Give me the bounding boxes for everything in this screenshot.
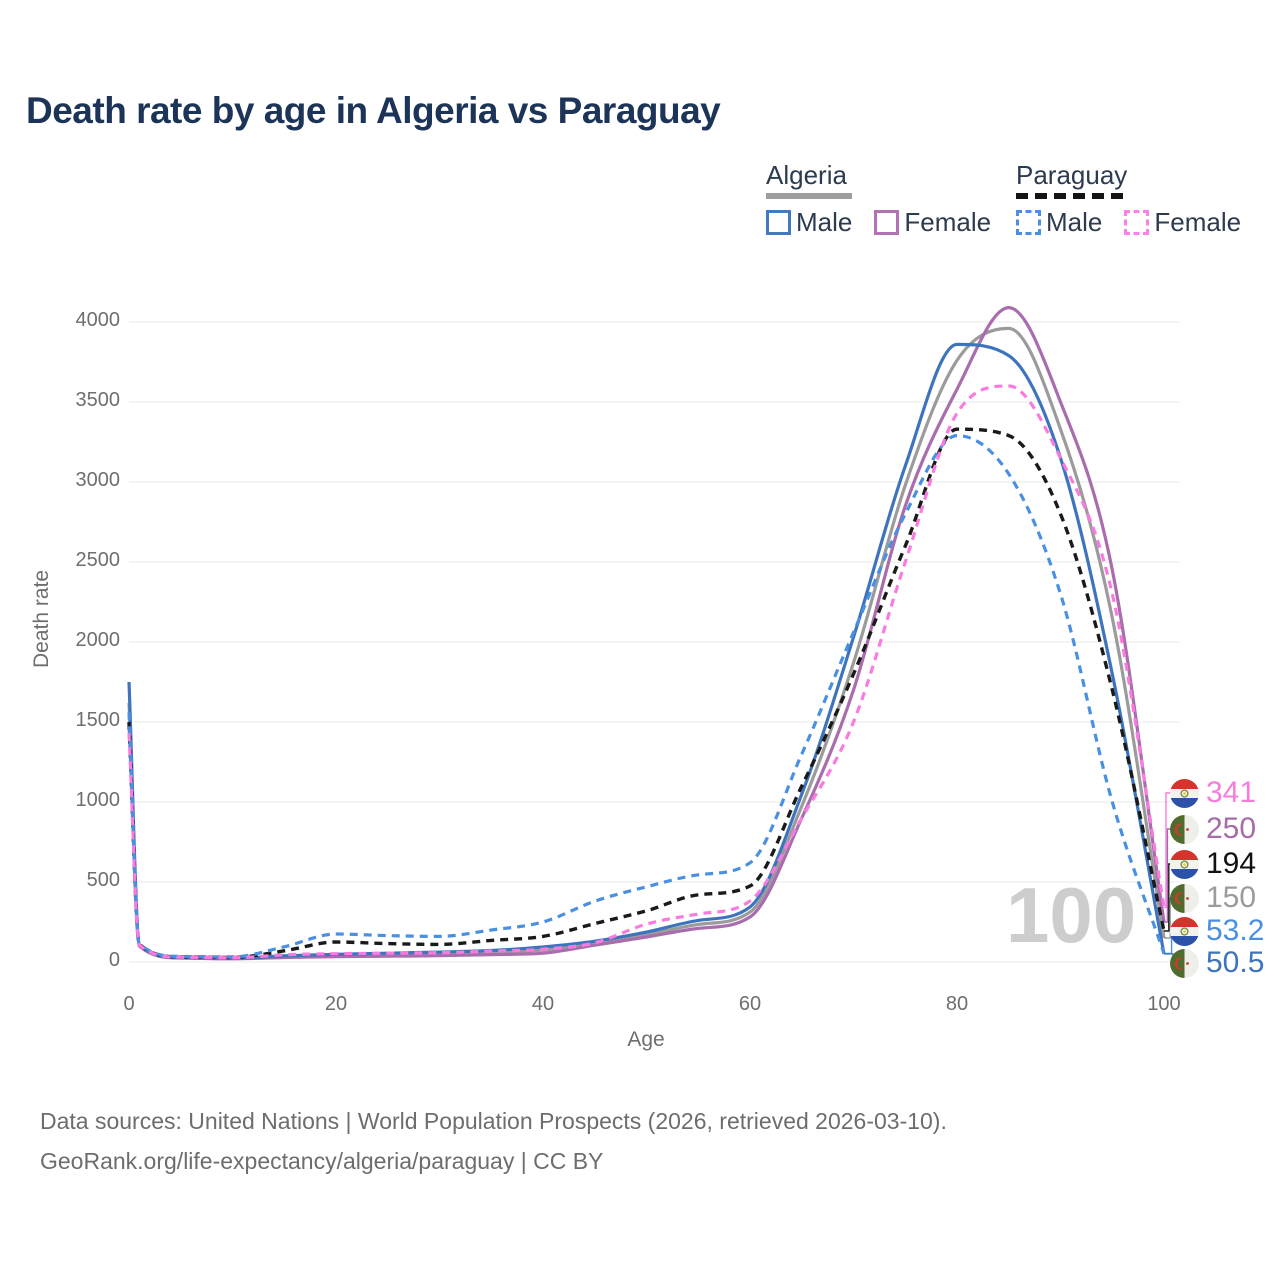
x-tick-label: 60 <box>738 993 762 1015</box>
y-tick-label: 0 <box>108 949 120 971</box>
legend-item-label: Female <box>1154 207 1242 237</box>
y-tick-label: 500 <box>86 869 120 891</box>
data-sources-note: Data sources: United Nations | World Population Prospects (2026, retrieved 2026-03-10). <box>40 1108 947 1134</box>
end-value: 341 <box>1206 776 1257 809</box>
attribution-note: GeoRank.org/life-expectancy/algeria/paraguay | CC BY <box>40 1148 604 1174</box>
y-tick-label: 1000 <box>75 789 120 811</box>
x-axis-title: Age <box>627 1028 665 1051</box>
x-tick-label: 0 <box>123 993 135 1015</box>
y-tick-label: 1500 <box>75 709 120 731</box>
end-label-algeria-female <box>1170 814 1256 844</box>
legend-item-label: Female <box>904 207 992 237</box>
algeria-flag-icon <box>1170 815 1199 844</box>
end-value: 194 <box>1206 847 1257 880</box>
end-label-algeria-all <box>1170 883 1256 913</box>
end-label-algeria-male <box>1170 948 1264 978</box>
y-tick-label: 3500 <box>75 389 120 411</box>
legend-item-label: Male <box>1046 207 1103 237</box>
algeria-flag-icon <box>1170 884 1199 913</box>
series-line-paraguay_all <box>129 429 1164 957</box>
y-tick-label: 2000 <box>75 629 120 651</box>
paraguay-flag-icon <box>1170 850 1199 879</box>
series-line-algeria_female <box>129 308 1164 959</box>
end-value: 53.2 <box>1206 914 1265 947</box>
x-tick-label: 20 <box>324 993 348 1015</box>
y-axis-title: Death rate <box>30 569 53 669</box>
end-value: 250 <box>1206 812 1257 845</box>
end-value: 50.5 <box>1206 946 1265 979</box>
legend-header-algeria: Algeria <box>766 160 847 190</box>
paraguay-flag-icon <box>1170 917 1199 946</box>
series-line-algeria_all <box>129 328 1164 958</box>
page-title: Death rate by age in Algeria vs Paraguay <box>26 90 721 131</box>
algeria-flag-icon <box>1170 949 1199 978</box>
end-value: 150 <box>1206 881 1257 914</box>
age-watermark: 100 <box>1006 871 1137 959</box>
end-label-paraguay-all <box>1170 849 1256 879</box>
end-label-paraguay-female <box>1170 778 1256 808</box>
y-tick-label: 3000 <box>75 469 120 491</box>
x-tick-label: 40 <box>531 993 555 1015</box>
x-tick-label: 100 <box>1147 993 1181 1015</box>
end-label-paraguay-male <box>1170 916 1264 946</box>
y-tick-label: 2500 <box>75 549 120 571</box>
legend-item-label: Male <box>796 207 853 237</box>
series-line-paraguay_male <box>129 436 1164 957</box>
legend-header-paraguay: Paraguay <box>1016 160 1128 190</box>
y-tick-label: 4000 <box>75 309 120 331</box>
paraguay-flag-icon <box>1170 779 1199 808</box>
x-tick-label: 80 <box>945 993 969 1015</box>
